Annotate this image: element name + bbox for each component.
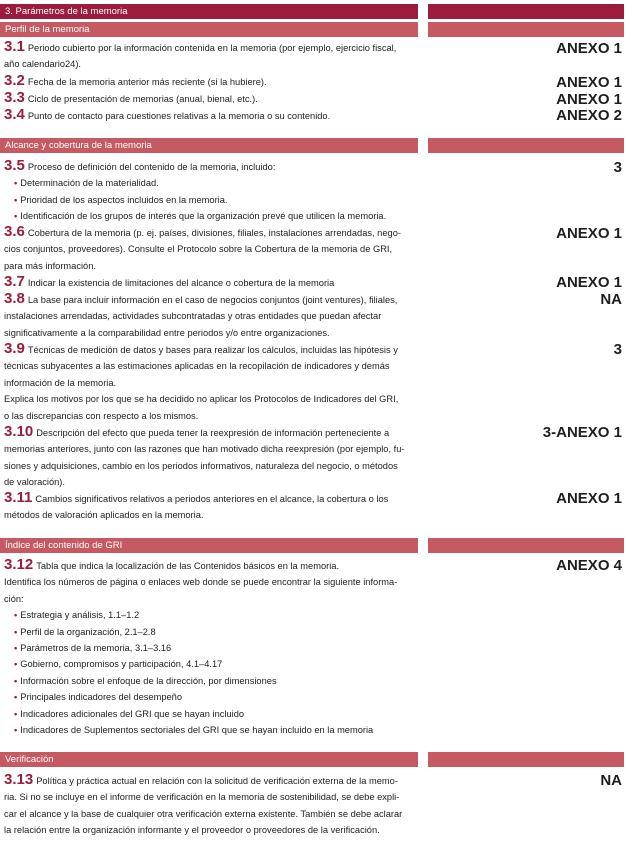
item-ref: ANEXO 1 xyxy=(556,225,622,242)
item-text: información de la memoria. xyxy=(4,377,117,388)
subsection-title: Verificación xyxy=(5,754,54,765)
subsection-header-alcance xyxy=(0,138,418,153)
bullet-item: • Estrategia y análisis, 1.1–1.2 xyxy=(14,610,140,621)
item-number: 3.4 xyxy=(4,106,25,123)
subsection-title: Alcance y cobertura de la memoria xyxy=(5,140,152,151)
item-number: 3.9 xyxy=(4,340,25,357)
subsection-title: Índice del contenido de GRI xyxy=(5,540,123,551)
item-ref: ANEXO 1 xyxy=(556,91,622,108)
item-ref: 3 xyxy=(613,159,622,176)
bullet-item: • Parámetros de la memoria, 3.1–3.16 xyxy=(14,643,172,654)
subsection-header-indice xyxy=(0,538,418,553)
item-text: métodos de valoración aplicados en la memoria. xyxy=(4,510,204,521)
section-title: 3. Parámetros de la memoria xyxy=(5,6,128,17)
bullet-item: • Perfil de la organización, 2.1–2.8 xyxy=(14,626,156,637)
right-subheader-bar xyxy=(428,138,624,153)
item-text: Indicar la existencia de limitaciones del alcance o cobertura de la memoria xyxy=(27,278,335,288)
item-text: Periodo cubierto por la información contenida en la memoria (por ejemplo, ejercicio fiscal, xyxy=(27,43,397,53)
item-number: 3.11 xyxy=(4,489,33,506)
bullet-item: • Identificación de los grupos de interés que la organización prevé que utilicen la memoria. xyxy=(14,211,387,222)
item-3-2 xyxy=(4,74,416,90)
item-text: o las discrepancias con respecto a los mismos. xyxy=(4,410,199,421)
item-text: Explica los motivos por los que se ha decidido no aplicar los Protocolos de Indicadores del GRI, xyxy=(4,394,399,405)
item-3-11 xyxy=(4,491,416,524)
item-number: 3.10 xyxy=(4,423,34,440)
item-3-6 xyxy=(4,225,416,274)
item-3-3 xyxy=(4,91,416,107)
item-3-4 xyxy=(4,108,416,124)
item-text: Técnicas de medición de datos y bases para realizar los cálculos, incluidas las hipótesis y xyxy=(27,345,398,355)
item-text: Cobertura de la memoria (p. ej. países, divisiones, filiales, instalaciones arrendadas, nego- xyxy=(27,228,401,238)
item-number: 3.13 xyxy=(4,771,34,788)
item-3-13 xyxy=(4,773,416,839)
item-text: Ciclo de presentación de memorias (anual, bienal, etc.). xyxy=(27,94,258,104)
bullet-item: • Determinación de la materialidad. xyxy=(14,178,159,189)
item-text: cios conjuntos, proveedores). Consulte el Protocolo sobre la Cobertura de la memoria de GRI, xyxy=(4,244,393,255)
item-text: año calendario24). xyxy=(4,59,82,70)
item-text: ción: xyxy=(4,593,24,604)
item-text: Tabla que indica la localización de las Contenidos básicos en la memoria. xyxy=(36,561,340,571)
item-number: 3.12 xyxy=(4,556,34,573)
item-number: 3.7 xyxy=(4,273,25,290)
bullet-item: • Gobierno, compromisos y participación, 4.1–4.17 xyxy=(14,659,223,670)
item-ref: 3-ANEXO 1 xyxy=(542,424,622,441)
bullet-item: • Indicadores adicionales del GRI que se hayan incluido xyxy=(14,708,245,719)
item-text: Identifica los números de página o enlaces web donde se puede encontrar la siguiente informa- xyxy=(4,577,398,588)
item-text: memorias anteriores, junto con las razones que han motivado dicha reexpresión (por ejemplo, fu- xyxy=(4,444,405,455)
item-text: Descripción del efecto que pueda tener la reexpresión de información perteneciente a xyxy=(36,428,390,438)
item-3-7 xyxy=(4,275,416,291)
bullet-item: • Prioridad de los aspectos incluidos en la memoria. xyxy=(14,194,228,205)
item-text: de valoración). xyxy=(4,477,65,488)
item-ref: ANEXO 1 xyxy=(556,274,622,291)
item-ref: NA xyxy=(600,291,622,308)
right-subheader-bar xyxy=(428,538,624,553)
item-text: car el alcance y la base de cualquier otra verificación externa existente. También se debe aclarar xyxy=(4,808,403,819)
item-3-12 xyxy=(4,558,416,738)
subsection-title: Perfil de la memoria xyxy=(5,24,90,35)
subsection-header-perfil xyxy=(0,22,418,37)
item-ref: ANEXO 1 xyxy=(556,40,622,57)
item-text: significativamente a la comparabilidad entre periodos y/o entre organizaciones. xyxy=(4,327,330,338)
item-3-5 xyxy=(4,159,416,225)
item-ref: ANEXO 1 xyxy=(556,74,622,91)
item-text: la relación entre la organización informante y el proveedor o proveedores de la verificación. xyxy=(4,825,380,836)
item-ref: 3 xyxy=(613,341,622,358)
item-number: 3.6 xyxy=(4,223,25,240)
item-text: ria. Si no se incluye en el informe de verificación en la memoria de sostenibilidad, se debe expli- xyxy=(4,792,400,803)
item-text: instalaciones arrendadas, actividades subcontratadas y otras entidades que puedan afectar xyxy=(4,311,382,322)
item-number: 3.8 xyxy=(4,290,25,307)
item-number: 3.3 xyxy=(4,89,25,106)
item-ref: NA xyxy=(600,772,622,789)
item-text: La base para incluir información en el caso de negocios conjuntos (joint ventures), filiales, xyxy=(27,295,398,305)
item-number: 3.1 xyxy=(4,38,25,55)
item-number: 3.2 xyxy=(4,72,25,89)
item-ref: ANEXO 1 xyxy=(556,490,622,507)
right-subheader-bar xyxy=(428,22,624,37)
right-subheader-bar xyxy=(428,752,624,767)
item-text: Política y práctica actual en relación con la solicitud de verificación externa de la memo- xyxy=(36,776,398,786)
item-text: Cambios significativos relativos a periodos anteriores en el alcance, la cobertura o los xyxy=(35,494,389,504)
item-text: siones y adquisiciones, cambio en los periodos informativos, naturaleza del negocio, o métodos xyxy=(4,460,398,471)
item-text: Proceso de definición del contenido de la memoria, incluido: xyxy=(27,162,276,172)
item-ref: ANEXO 2 xyxy=(556,107,622,124)
item-text: técnicas subyacentes a las estimaciones aplicadas en la recopilación de indicadores y demás xyxy=(4,361,390,372)
item-3-8 xyxy=(4,292,416,341)
item-text: Fecha de la memoria anterior más reciente (si la hubiere). xyxy=(27,77,267,87)
item-3-9 xyxy=(4,342,416,424)
item-3-1 xyxy=(4,40,416,73)
item-ref: ANEXO 4 xyxy=(556,557,622,574)
item-text: para más información. xyxy=(4,260,96,271)
bullet-item: • Indicadores de Suplementos sectoriales del GRI que se hayan incluido en la memoria xyxy=(14,725,374,736)
item-text: Punto de contacto para cuestiones relativas a la memoria o su contenido. xyxy=(27,111,331,121)
subsection-header-verificacion xyxy=(0,752,418,767)
section-header-parametros xyxy=(0,4,418,19)
item-3-10 xyxy=(4,425,416,491)
right-header-bar xyxy=(428,4,624,19)
item-number: 3.5 xyxy=(4,157,25,174)
bullet-item: • Principales indicadores del desempeño xyxy=(14,692,183,703)
bullet-item: • Información sobre el enfoque de la dirección, por dimensiones xyxy=(14,675,277,686)
